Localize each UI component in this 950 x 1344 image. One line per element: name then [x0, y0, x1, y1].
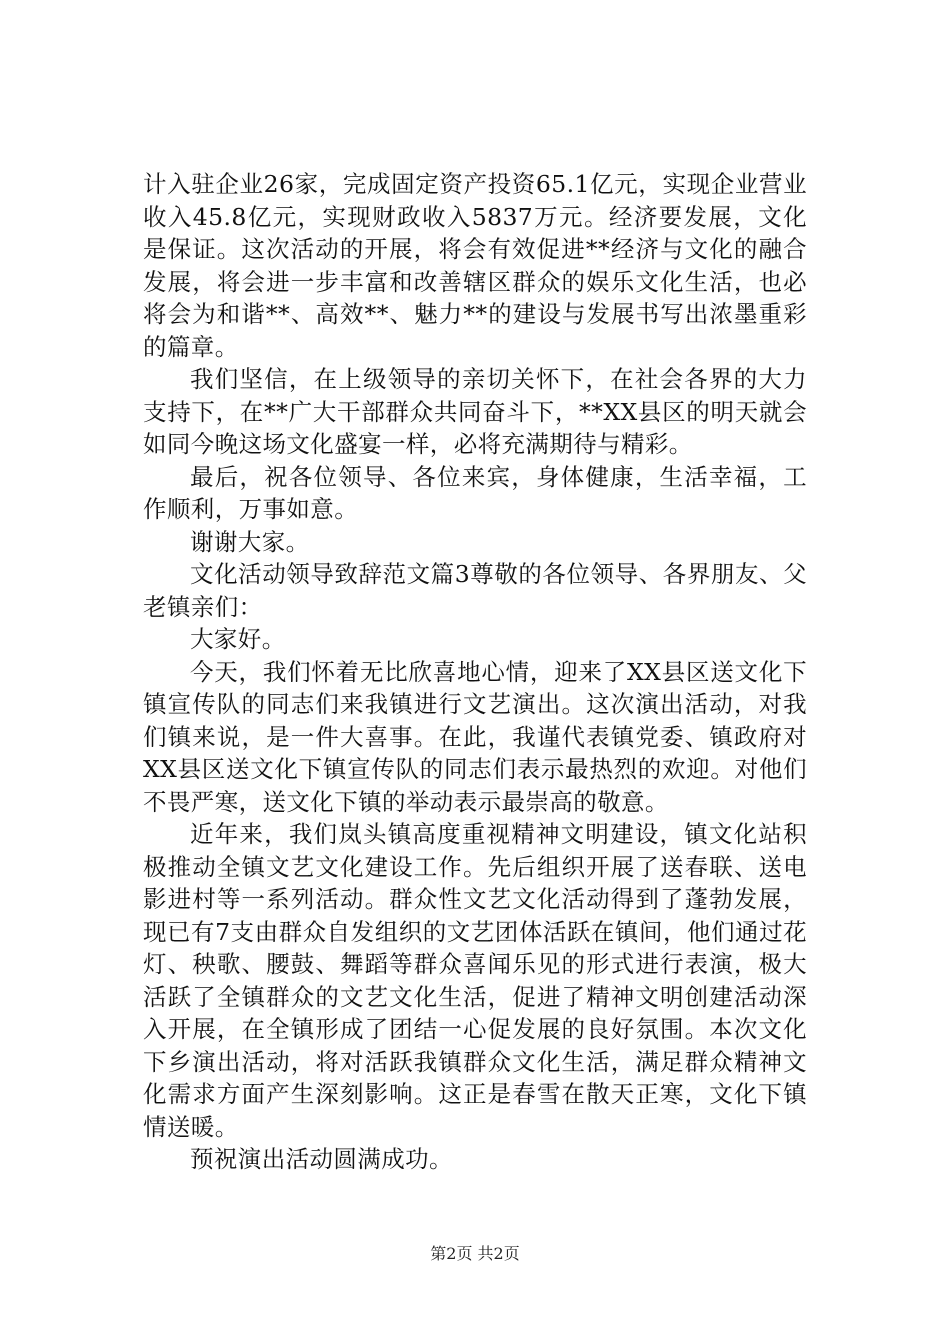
paragraph-belief: 我们坚信，在上级领导的亲切关怀下，在社会各界的大力支持下，在**广大干部群众共同奋斗下，**XX县区的明天就会如同今晚这场文化盛宴一样，必将充满期待与精彩。 [143, 365, 807, 458]
paragraph-wishes: 最后，祝各位领导、各位来宾，身体健康，生活幸福，工作顺利，万事如意。 [143, 462, 807, 523]
paragraph-closing: 预祝演出活动圆满成功。 [190, 1145, 453, 1173]
paragraph-thanks: 谢谢大家。 [190, 527, 310, 556]
paragraph-continuation: 计入驻企业26家，完成固定资产投资65.1亿元，实现企业营业收入45.8亿元，实现财政收入5837万元。经济要发展，文化是保证。这次活动的开展，将会有效促进**经济与文化的融合发展，将会进一步丰富和改善辖区群众的娱乐文化生活，也必将会为和谐**、高效**、魅力**的建设与发展书写出浓墨重彩的篇章。 [143, 170, 807, 361]
page-number-footer: 第2页 共2页 [430, 1244, 520, 1263]
paragraph-greeting: 大家好。 [190, 625, 286, 653]
paragraph-achievements: 近年来，我们岚头镇高度重视精神文明建设，镇文化站积极推动全镇文艺文化建设工作。先后组织开展了送春联、送电影进村等一系列活动。群众性文艺文化活动得到了蓬勃发展，现已有7支由群众自发组织的文艺团体活跃在镇间，他们通过花灯、秧歌、腰鼓、舞蹈等群众喜闻乐见的形式进行表演，极大活跃了全镇群众的文艺文化生活，促进了精神文明创建活动深入开展，在全镇形成了团结一心促发展的良好氛围。本次文化下乡演出活动，将对活跃我镇群众文化生活，满足群众精神文化需求方面产生深刻影响。这正是春雪在散天正寒，文化下镇情送暖。 [143, 820, 807, 1141]
paragraph-welcome: 今天，我们怀着无比欣喜地心情，迎来了XX县区送文化下镇宣传队的同志们来我镇进行文艺演出。这次演出活动，对我们镇来说，是一件大喜事。在此，我谨代表镇党委、镇政府对XX县区送文化下镇宣传队的同志们表示最热烈的欢迎。对他们不畏严寒，送文化下镇的举动表示最崇高的敬意。 [143, 657, 807, 816]
paragraph-section-3-heading: 文化活动领导致辞范文篇3尊敬的各位领导、各界朋友、父老镇亲们： [143, 560, 807, 621]
document-body [143, 168, 807, 1176]
